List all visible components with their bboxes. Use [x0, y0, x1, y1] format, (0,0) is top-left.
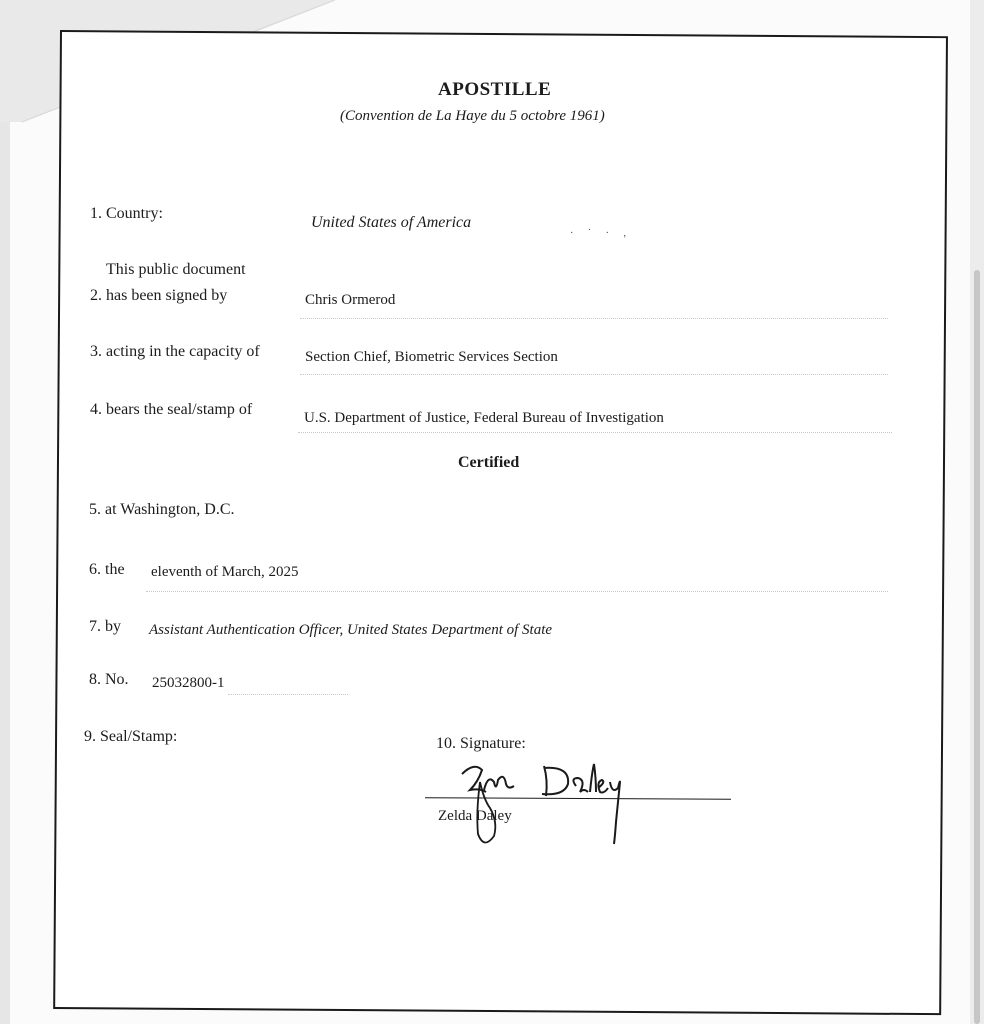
public-document-label: This public document: [106, 261, 246, 278]
signature-label: 10. Signature:: [436, 735, 526, 752]
viewer-left-edge: [0, 0, 10, 1024]
signed-by-value: Chris Ormerod: [305, 292, 396, 308]
by-label: 7. by: [89, 618, 121, 635]
seal-stamp-label: 9. Seal/Stamp:: [84, 728, 178, 745]
capacity-label: 3. acting in the capacity of: [90, 343, 260, 360]
number-line: [228, 694, 348, 695]
certified-heading: Certified: [458, 454, 520, 471]
number-label: 8. No.: [89, 671, 129, 688]
signed-by-line: [300, 318, 888, 319]
capacity-line: [300, 374, 888, 375]
signer-name: Zelda Daley: [438, 808, 512, 824]
at-place-label: 5. at Washington, D.C.: [89, 501, 235, 518]
date-line: [146, 591, 888, 592]
seal-of-label: 4. bears the seal/stamp of: [90, 401, 253, 418]
apostille-border: [53, 30, 948, 1015]
viewer-scrollbar-thumb[interactable]: [974, 270, 980, 1024]
country-label: 1. Country:: [90, 205, 163, 222]
seal-of-value: U.S. Department of Justice, Federal Bureau of Investigation: [304, 410, 664, 426]
date-label: 6. the: [89, 561, 125, 578]
signed-by-label: 2. has been signed by: [90, 287, 228, 304]
scan-specks: · ˙ · ,: [570, 228, 632, 239]
seal-of-line: [298, 432, 892, 433]
handwritten-signature: [440, 752, 640, 852]
by-value: Assistant Authentication Officer, United States Department of State: [149, 622, 553, 638]
number-value: 25032800-1: [152, 675, 225, 691]
document-title: APOSTILLE: [438, 79, 552, 100]
country-value: United States of America: [311, 214, 472, 231]
capacity-value: Section Chief, Biometric Services Section: [305, 349, 558, 365]
date-value: eleventh of March, 2025: [151, 564, 299, 580]
document-subtitle: (Convention de La Haye du 5 octobre 1961): [340, 108, 605, 124]
